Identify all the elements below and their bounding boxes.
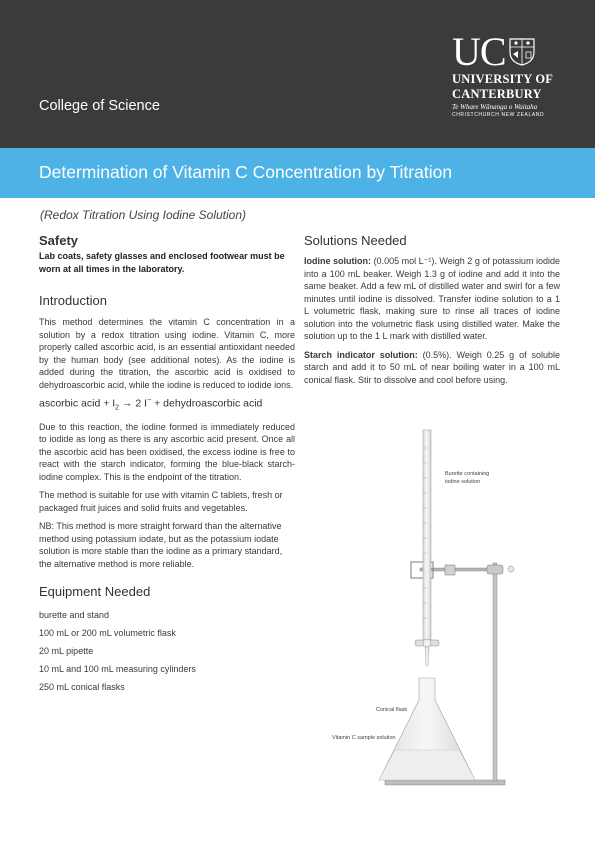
- burette-label-line2: iodine solution: [445, 479, 481, 485]
- list-item: burette and stand: [39, 610, 110, 621]
- college-name: College of Science: [39, 98, 160, 114]
- iodine-solution-paragraph: [304, 255, 560, 343]
- logo-name-line1: UNIVERSITY OF: [452, 72, 554, 86]
- logo-uc: UC: [452, 29, 506, 74]
- right-column: [304, 233, 560, 392]
- left-column: [39, 233, 295, 699]
- starch-solution-text: (0.5%). Weigh 0.25 g of soluble starch and add it to 50 mL of near boiling water in a 100 mL conical flask. Stir to dissolve and cool before using.: [304, 349, 560, 385]
- list-item: 20 mL pipette: [39, 646, 94, 657]
- burette-label-line1: Burette containing: [445, 471, 490, 477]
- sample-label: Vitamin C sample solution: [332, 735, 396, 741]
- logo-mark: [452, 29, 562, 74]
- document-subtitle: (Redox Titration Using Iodine Solution): [40, 208, 246, 222]
- introduction-heading: Introduction: [39, 293, 107, 308]
- starch-solution-label: Starch indicator solution:: [304, 349, 418, 360]
- crest-icon: [509, 38, 535, 66]
- list-item: 250 mL conical flasks: [39, 682, 125, 693]
- logo-name-line2: CANTERBURY: [452, 87, 542, 101]
- equation-subscript: 2: [115, 404, 120, 412]
- equation-right: + dehydroascorbic acid: [151, 397, 263, 410]
- logo-city: CHRISTCHURCH NEW ZEALAND: [452, 112, 545, 118]
- intro-paragraph-4: NB: This method is more straight forward than the alternative method using potassium iodate, but as the potassium iodate solution is more stable than the iodine as a primary standard, the alternative method is more reliable.: [39, 521, 283, 569]
- list-item: 10 mL and 100 mL measuring cylinders: [39, 664, 196, 675]
- header-band: [0, 0, 595, 148]
- university-logo: [452, 29, 562, 118]
- intro-paragraph-2: Due to this reaction, the iodine formed is immediately reduced to iodide as long as there is any ascorbic acid present. Once all the ascorbic acid has been oxidised, the excess iodine is free to react with the starch indicator, forming the blue-black starch-iodine complex. This is the endpoint of the titration.: [39, 421, 295, 482]
- equipment-heading: Equipment Needed: [39, 584, 151, 600]
- equation-superscript: −: [147, 397, 152, 404]
- safety-heading: Safety: [39, 233, 79, 248]
- starch-solution-paragraph: [304, 349, 560, 387]
- reaction-equation: [39, 397, 295, 412]
- document-title: Determination of Vitamin C Concentration by Titration: [39, 162, 453, 182]
- titration-diagram: [325, 428, 555, 798]
- iodine-solution-text: (0.005 mol L⁻¹). Weigh 2 g of potassium iodide into a 100 mL beaker. Weigh 1.3 g of iodine and add it into the same beaker. Add a few mL of distilled water and swirl for a few minutes until iodine is dissolved. Transfer iodine solution to a 1 L volumetric flask, making sure to rinse all traces of iodine solution into the volumetric flask using distilled water. Make the solution up to the 1 L mark with distilled water.: [304, 256, 560, 341]
- iodine-solution-label: Iodine solution:: [304, 256, 372, 266]
- equation-arrow: → 2 I: [119, 397, 148, 410]
- logo-maori-name: Te Whare Wānanga o Waitaha: [452, 103, 538, 111]
- list-item: 100 mL or 200 mL volumetric flask: [39, 628, 176, 639]
- equipment-list: [39, 609, 295, 693]
- equation-left: ascorbic acid + I: [39, 397, 116, 410]
- titration-apparatus-illustration: [325, 428, 555, 798]
- flask-label: Conical flask: [376, 707, 408, 713]
- solutions-heading: Solutions Needed: [304, 233, 407, 248]
- intro-paragraph-3: The method is suitable for use with vitamin C tablets, fresh or packaged fruit juices and solid fruits and vegetables.: [39, 490, 283, 513]
- safety-text: Lab coats, safety glasses and enclosed footwear must be worn at all times in the laboratory.: [39, 251, 285, 274]
- intro-paragraph-1: This method determines the vitamin C concentration in a solution by a redox titration using iodine. Vitamin C, more properly called ascorbic acid, is an essential antioxidant needed by the human body (see additional notes). As the iodine is added during the titration, the ascorbic acid is oxidised to dehydroascorbic acid, while the iodine is reduced to iodide ions.: [39, 317, 295, 390]
- burette-label: [445, 470, 489, 486]
